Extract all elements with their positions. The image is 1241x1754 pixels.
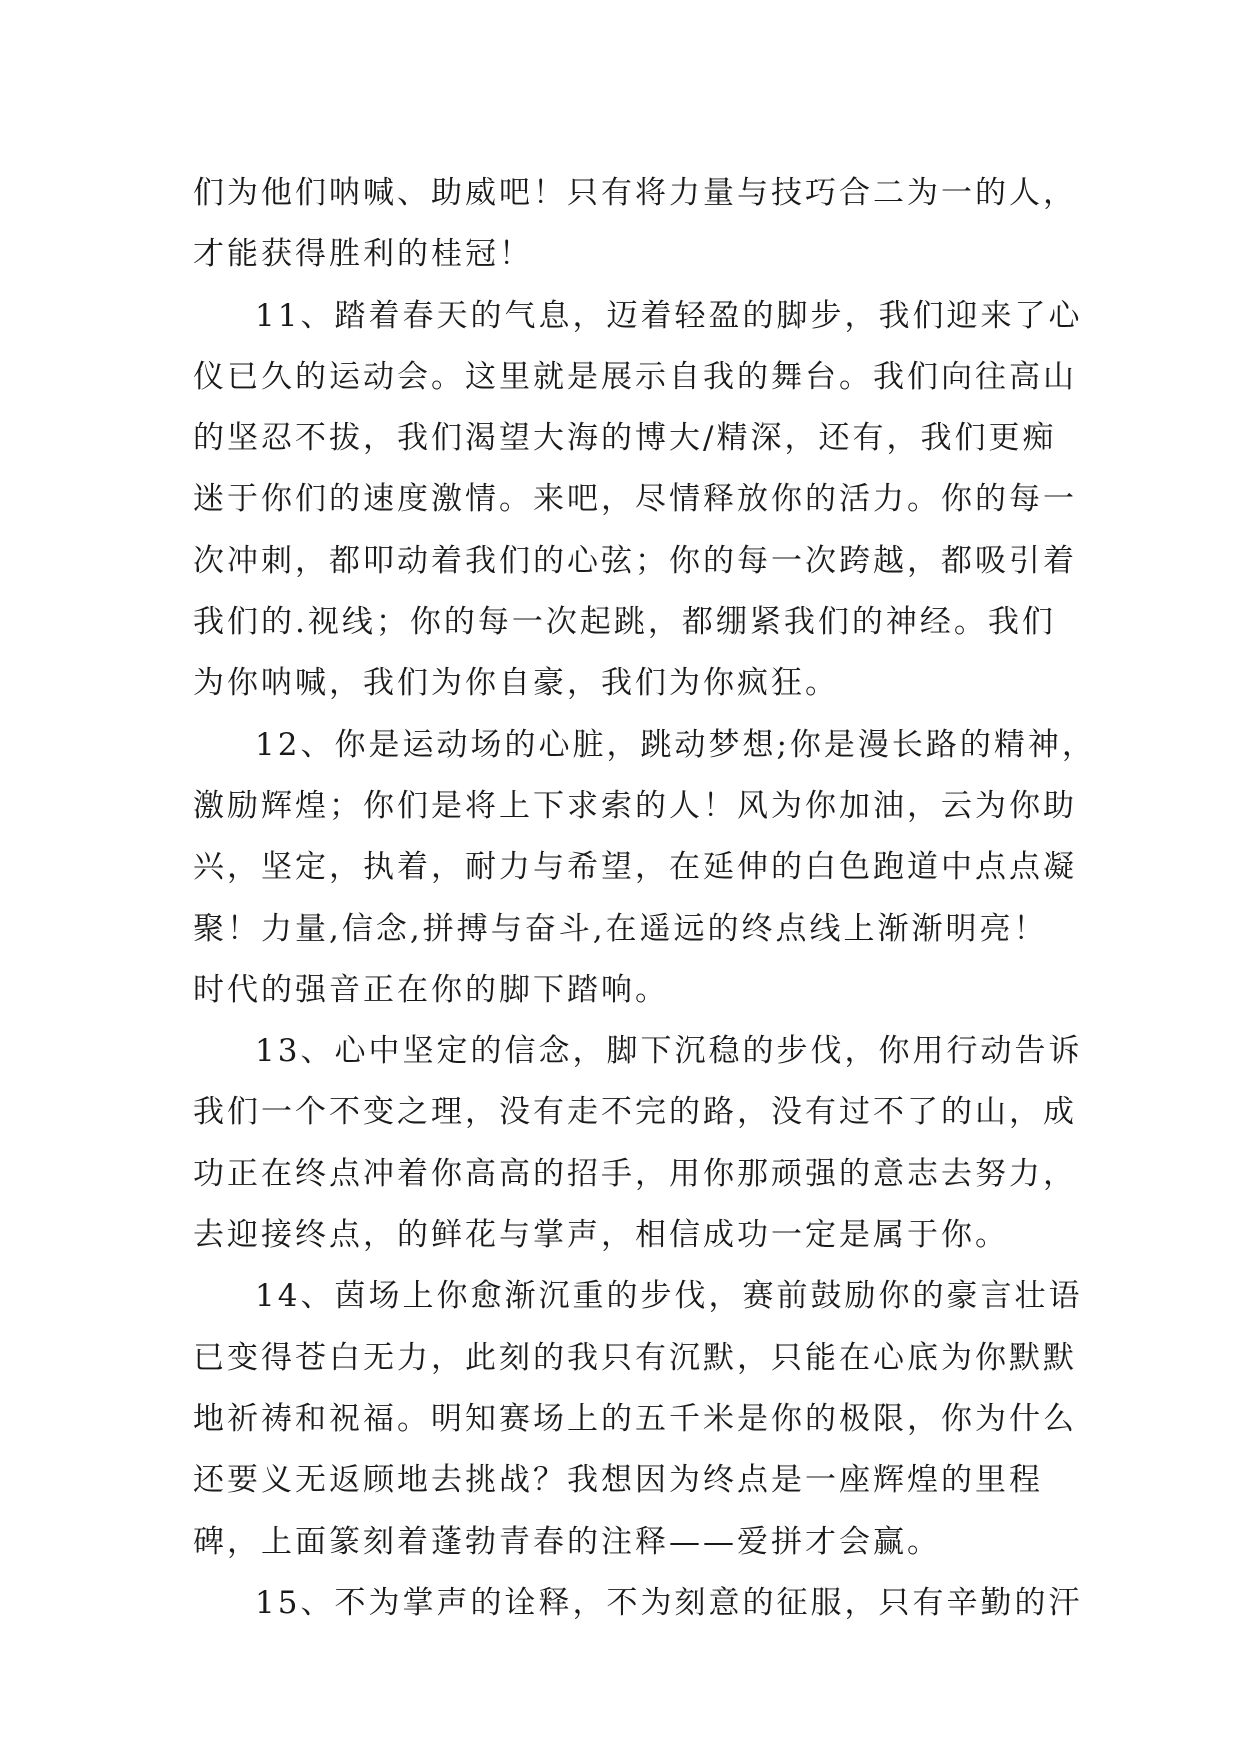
text-line: 的坚忍不拔，我们渴望大海的博大/精深，还有，我们更痴: [193, 420, 1057, 457]
text-line: 才能获得胜利的桂冠！: [193, 236, 533, 273]
text-line: 还要义无返顾地去挑战？我想因为终点是一座辉煌的里程: [193, 1462, 1043, 1499]
document-body: [193, 163, 1096, 1634]
text-line: 时代的强音正在你的脚下踏响。: [193, 971, 669, 1008]
text-line: 去迎接终点，的鲜花与掌声，相信成功一定是属于你。: [193, 1217, 1009, 1254]
text-line: 仪已久的运动会。这里就是展示自我的舞台。我们向往高山: [193, 358, 1077, 395]
text-line: 迷于你们的速度激情。来吧，尽情释放你的活力。你的每一: [193, 481, 1077, 518]
text-line: 功正在终点冲着你高高的招手，用你那顽强的意志去努力，: [193, 1155, 1077, 1192]
paragraph-start-15: 15、不为掌声的诠释，不为刻意的征服，只有辛勤的汗: [255, 1584, 1083, 1621]
text-line: 地祈祷和祝福。明知赛场上的五千米是你的极限，你为什么: [193, 1400, 1077, 1437]
text-line: 已变得苍白无力，此刻的我只有沉默，只能在心底为你默默: [193, 1339, 1077, 1376]
paragraph-start-12: 12、你是运动场的心脏，跳动梦想;你是漫长路的精神，: [255, 726, 1096, 763]
text-line: 我们一个不变之理，没有走不完的路，没有过不了的山，成: [193, 1094, 1077, 1131]
text-line: 碑，上面篆刻着蓬勃青春的注释——爱拼才会赢。: [193, 1523, 941, 1560]
text-line: 为你呐喊，我们为你自豪，我们为你疯狂。: [193, 665, 839, 702]
text-line: 次冲刺，都叩动着我们的心弦；你的每一次跨越，都吸引着: [193, 542, 1077, 579]
paragraph-start-11: 11、踏着春天的气息，迈着轻盈的脚步，我们迎来了心: [255, 297, 1083, 334]
text-line: 兴，坚定，执着，耐力与希望，在延伸的白色跑道中点点凝: [193, 849, 1077, 886]
text-line: 们为他们呐喊、助威吧！只有将力量与技巧合二为一的人，: [193, 175, 1077, 211]
paragraph-start-14: 14、茵场上你愈渐沉重的步伐，赛前鼓励你的豪言壮语: [255, 1278, 1083, 1315]
paragraph-start-13: 13、心中坚定的信念，脚下沉稳的步伐，你用行动告诉: [255, 1033, 1083, 1070]
text-line: 激励辉煌；你们是将上下求索的人！风为你加油，云为你助: [193, 787, 1077, 824]
text-line: 聚！力量,信念,拼搏与奋斗,在遥远的终点线上渐渐明亮！: [193, 910, 1048, 947]
text-line: 我们的.视线；你的每一次起跳，都绷紧我们的神经。我们: [193, 604, 1056, 641]
